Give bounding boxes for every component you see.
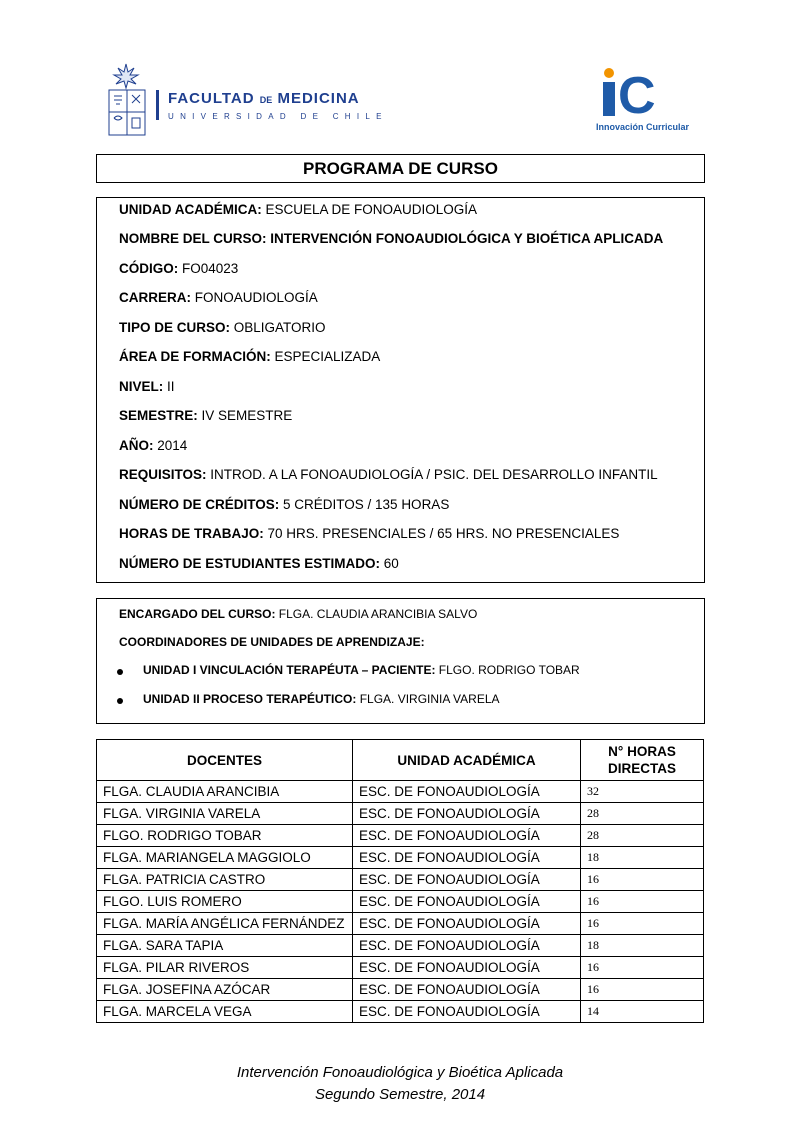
table-row	[97, 935, 704, 957]
encargado-label: ENCARGADO DEL CURSO:	[119, 607, 276, 621]
footer-semester: Segundo Semestre, 2014	[314, 1086, 486, 1103]
docente-cell: FLGA. PATRICIA CASTRO	[97, 869, 353, 891]
faculty-logo-divider	[156, 90, 159, 120]
info-requisitos	[119, 467, 658, 482]
unidad-cell: ESC. DE FONOAUDIOLOGÍA	[353, 913, 581, 935]
faculty-title-part-b: MEDICINA	[277, 90, 360, 107]
course-info-box	[96, 197, 705, 583]
horas-cell: 28	[581, 803, 704, 825]
info-value: ESCUELA DE FONOAUDIOLOGÍA	[261, 202, 478, 217]
table-row	[97, 913, 704, 935]
page-title: PROGRAMA DE CURSO	[303, 159, 498, 178]
encargado-line	[119, 607, 477, 621]
unidad-cell: ESC. DE FONOAUDIOLOGÍA	[353, 935, 581, 957]
unit-label: UNIDAD I VINCULACIÓN TERAPÉUTA – PACIENTE:	[143, 663, 436, 677]
info-value: 5 CRÉDITOS / 135 HORAS	[279, 497, 450, 512]
info-label: NÚMERO DE CRÉDITOS:	[119, 497, 280, 512]
header-docentes: DOCENTES	[97, 740, 353, 781]
page-footer	[0, 1062, 800, 1106]
coordinadores-line	[119, 635, 425, 649]
horas-cell: 16	[581, 891, 704, 913]
docentes-table	[96, 739, 704, 1023]
info-value: ESPECIALIZADA	[270, 349, 381, 364]
info-label: REQUISITOS:	[119, 467, 207, 482]
ic-dot-icon	[604, 68, 614, 78]
faculty-logo	[106, 62, 388, 138]
unit-value: FLGA. VIRGINIA VARELA	[356, 692, 500, 706]
bullet-icon	[117, 669, 123, 675]
unit-label: UNIDAD II PROCESO TERAPÉUTICO:	[143, 692, 357, 706]
university-crest-icon	[106, 62, 148, 138]
horas-cell: 18	[581, 935, 704, 957]
docente-cell: FLGO. LUIS ROMERO	[97, 891, 353, 913]
title-box	[96, 154, 705, 183]
unidad-cell: ESC. DE FONOAUDIOLOGÍA	[353, 1001, 581, 1023]
docente-cell: FLGA. MARÍA ANGÉLICA FERNÁNDEZ	[97, 913, 353, 935]
table-row	[97, 891, 704, 913]
footer-course-name: Intervención Fonoaudiológica y Bioética Aplicada	[236, 1064, 564, 1081]
unidad-cell: ESC. DE FONOAUDIOLOGÍA	[353, 979, 581, 1001]
header-horas: N° HORAS DIRECTAS	[581, 740, 704, 781]
table-row	[97, 781, 704, 803]
encargado-value: FLGA. CLAUDIA ARANCIBIA SALVO	[275, 607, 478, 621]
header-unidad-academica: UNIDAD ACADÉMICA	[353, 740, 581, 781]
horas-cell: 28	[581, 825, 704, 847]
info-label: AÑO:	[119, 438, 154, 453]
info-label: CARRERA:	[119, 290, 191, 305]
docente-cell: FLGO. RODRIGO TOBAR	[97, 825, 353, 847]
info-horas-trabajo	[119, 526, 619, 541]
faculty-subtitle: UNIVERSIDAD DE CHILE	[168, 112, 388, 121]
ic-i-stem-icon	[603, 82, 615, 116]
info-area-formacion	[119, 349, 380, 364]
info-value: 70 HRS. PRESENCIALES / 65 HRS. NO PRESENCIALES	[263, 526, 620, 541]
docente-cell: FLGA. VIRGINIA VARELA	[97, 803, 353, 825]
info-label: NOMBRE DEL CURSO: INTERVENCIÓN FONOAUDIOLÓGICA Y BIOÉTICA APLICADA	[119, 231, 664, 246]
innovacion-curricular-logo	[596, 62, 688, 138]
table-row	[97, 979, 704, 1001]
info-value: 60	[380, 556, 399, 571]
unit-1-line	[143, 663, 580, 677]
info-nombre-curso	[119, 231, 663, 246]
info-ano	[119, 438, 187, 453]
docente-cell: FLGA. MARCELA VEGA	[97, 1001, 353, 1023]
docente-cell: FLGA. JOSEFINA AZÓCAR	[97, 979, 353, 1001]
info-carrera	[119, 290, 318, 305]
table-header-row	[97, 740, 704, 781]
info-tipo-curso	[119, 320, 326, 335]
table-row	[97, 825, 704, 847]
info-label: SEMESTRE:	[119, 408, 198, 423]
info-creditos	[119, 497, 449, 512]
horas-cell: 18	[581, 847, 704, 869]
info-label: NIVEL:	[119, 379, 164, 394]
info-label: CÓDIGO:	[119, 261, 179, 276]
info-value: OBLIGATORIO	[230, 320, 326, 335]
table-row	[97, 869, 704, 891]
info-label: UNIDAD ACADÉMICA:	[119, 202, 262, 217]
unidad-cell: ESC. DE FONOAUDIOLOGÍA	[353, 869, 581, 891]
info-semestre	[119, 408, 292, 423]
unidad-cell: ESC. DE FONOAUDIOLOGÍA	[353, 781, 581, 803]
unidad-cell: ESC. DE FONOAUDIOLOGÍA	[353, 847, 581, 869]
info-unidad-academica	[119, 202, 477, 217]
table-row	[97, 957, 704, 979]
ic-caption: Innovación Curricular	[596, 122, 690, 132]
docente-cell: FLGA. MARIANGELA MAGGIOLO	[97, 847, 353, 869]
docente-cell: FLGA. PILAR RIVEROS	[97, 957, 353, 979]
ic-letters: C	[618, 67, 656, 125]
info-nivel	[119, 379, 175, 394]
info-codigo	[119, 261, 238, 276]
info-estudiantes	[119, 556, 399, 571]
unit-2-line	[143, 692, 500, 706]
docente-cell: FLGA. SARA TAPIA	[97, 935, 353, 957]
horas-cell: 14	[581, 1001, 704, 1023]
horas-cell: 16	[581, 869, 704, 891]
bullet-icon	[117, 698, 123, 704]
faculty-title-de: DE	[259, 95, 273, 105]
unidad-cell: ESC. DE FONOAUDIOLOGÍA	[353, 891, 581, 913]
info-value: II	[163, 379, 175, 394]
docente-cell: FLGA. CLAUDIA ARANCIBIA	[97, 781, 353, 803]
horas-cell: 16	[581, 957, 704, 979]
info-label: TIPO DE CURSO:	[119, 320, 231, 335]
table-body	[97, 781, 704, 1023]
unidad-cell: ESC. DE FONOAUDIOLOGÍA	[353, 825, 581, 847]
horas-cell: 16	[581, 979, 704, 1001]
horas-cell: 32	[581, 781, 704, 803]
unidad-cell: ESC. DE FONOAUDIOLOGÍA	[353, 957, 581, 979]
info-label: HORAS DE TRABAJO:	[119, 526, 264, 541]
coordination-box	[96, 598, 705, 724]
table-row	[97, 1001, 704, 1023]
info-value: FONOAUDIOLOGÍA	[191, 290, 318, 305]
info-label: ÁREA DE FORMACIÓN:	[119, 349, 271, 364]
info-value: 2014	[153, 438, 188, 453]
faculty-title	[168, 90, 360, 107]
table-row	[97, 803, 704, 825]
info-value: IV SEMESTRE	[197, 408, 293, 423]
info-label: NÚMERO DE ESTUDIANTES ESTIMADO:	[119, 556, 381, 571]
faculty-title-part-a: FACULTAD	[168, 90, 255, 107]
table-row	[97, 847, 704, 869]
coordinadores-label: COORDINADORES DE UNIDADES DE APRENDIZAJE:	[119, 635, 425, 649]
horas-cell: 16	[581, 913, 704, 935]
unidad-cell: ESC. DE FONOAUDIOLOGÍA	[353, 803, 581, 825]
unit-value: FLGO. RODRIGO TOBAR	[435, 663, 580, 677]
info-value: FO04023	[178, 261, 239, 276]
info-value: INTROD. A LA FONOAUDIOLOGÍA / PSIC. DEL DESARROLLO INFANTIL	[206, 467, 658, 482]
